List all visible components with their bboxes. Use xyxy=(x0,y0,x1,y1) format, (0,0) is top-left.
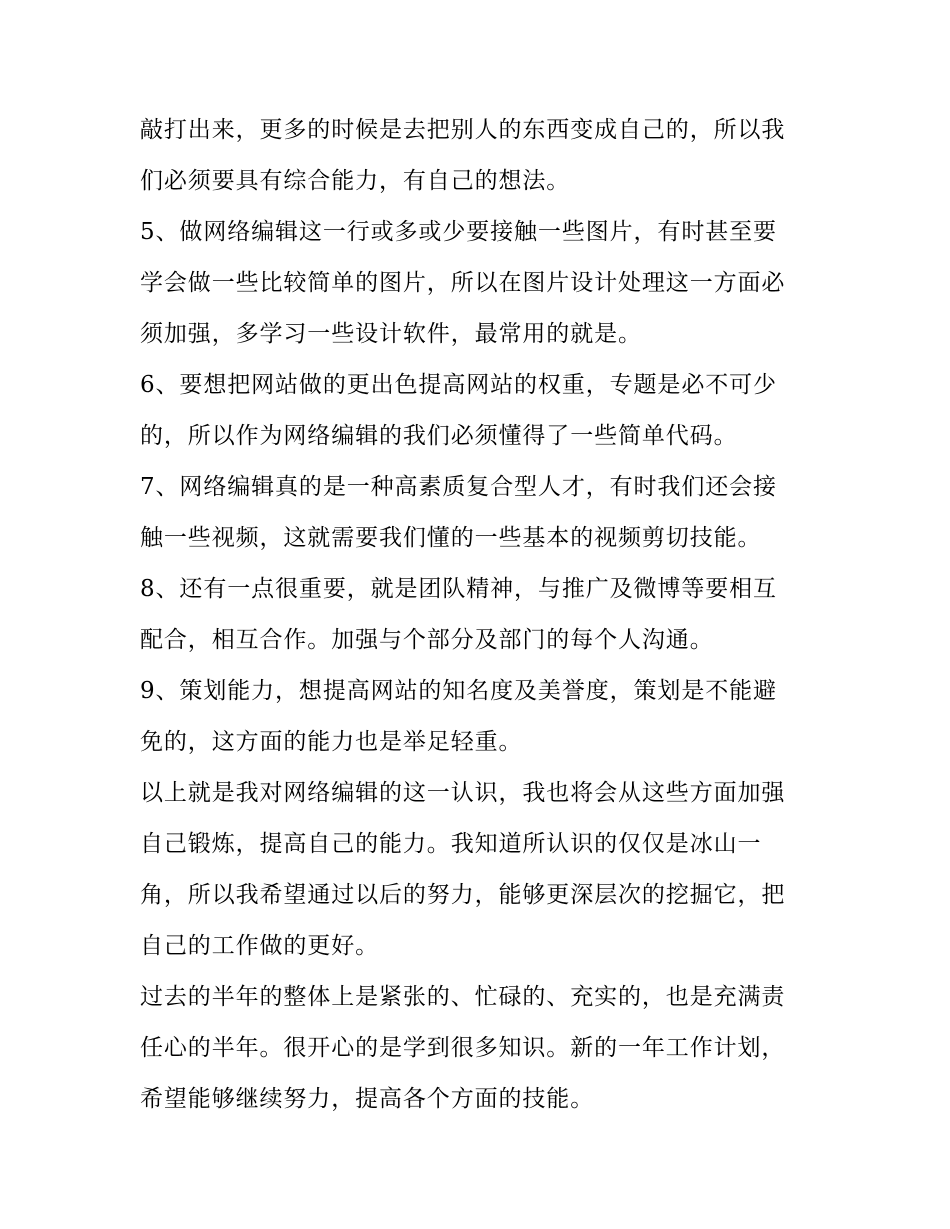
text-line: 须加强，多学习一些设计软件，最常用的就是。 xyxy=(140,321,642,347)
text-line: 配合，相互合作。加强与个部分及部门的每个人沟通。 xyxy=(140,627,714,653)
text-line: 自己的工作做的更好。 xyxy=(140,933,379,959)
text-line: 过去的半年的整体上是紧张的、忙碌的、充实的，也是充满责 xyxy=(140,984,786,1010)
text-line: 希望能够继续努力，提高各个方面的技能。 xyxy=(140,1086,595,1112)
text-line: 触一些视频，这就需要我们懂的一些基本的视频剪切技能。 xyxy=(140,525,762,551)
text-line: 自己锻炼，提高自己的能力。我知道所认识的仅仅是冰山一 xyxy=(140,831,762,857)
text-line: 角，所以我希望通过以后的努力，能够更深层次的挖掘它，把 xyxy=(140,882,786,908)
text-line: 学会做一些比较简单的图片，所以在图片设计处理这一方面必 xyxy=(140,270,786,296)
text-line: 5、做网络编辑这一行或多或少要接触一些图片，有时甚至要 xyxy=(140,219,777,245)
text-line: 的，所以作为网络编辑的我们必须懂得了一些简单代码。 xyxy=(140,423,738,449)
text-line: 以上就是我对网络编辑的这一认识，我也将会从这些方面加强 xyxy=(140,780,786,806)
text-line: 7、网络编辑真的是一种高素质复合型人才，有时我们还会接 xyxy=(140,474,777,500)
text-line: 敲打出来，更多的时候是去把别人的东西变成自己的，所以我 xyxy=(140,117,786,143)
text-line: 8、还有一点很重要，就是团队精神，与推广及微博等要相互 xyxy=(140,576,777,602)
text-line: 免的，这方面的能力也是举足轻重。 xyxy=(140,729,523,755)
text-line: 6、要想把网站做的更出色提高网站的权重，专题是必不可少 xyxy=(140,372,777,398)
text-line: 9、策划能力，想提高网站的知名度及美誉度，策划是不能避 xyxy=(140,678,777,704)
text-line: 们必须要具有综合能力，有自己的想法。 xyxy=(140,168,571,194)
text-line: 任心的半年。很开心的是学到很多知识。新的一年工作计划， xyxy=(140,1035,786,1061)
